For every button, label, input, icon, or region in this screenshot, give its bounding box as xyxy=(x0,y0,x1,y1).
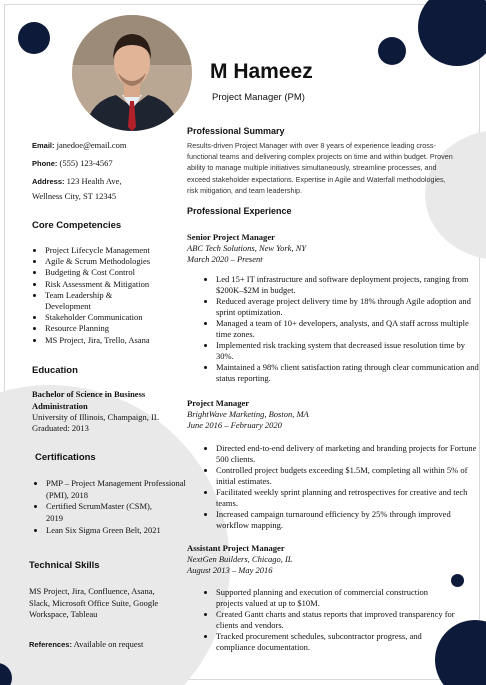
list-item: • Budgeting & Cost Control xyxy=(45,267,195,278)
list-item: • PMP – Project Management Professional (PMI), 2018 xyxy=(46,478,186,501)
list-item: • Lean Six Sigma Green Belt, 2021 xyxy=(46,525,166,537)
dot-bottom-right-small xyxy=(451,574,464,587)
professional-summary-heading: Professional Summary xyxy=(187,126,285,136)
address-line xyxy=(32,175,121,188)
address-line-2: Wellness City, ST 12345 xyxy=(32,191,117,201)
job-title: Project Manager xyxy=(187,398,250,408)
list-item: • Reduced average project delivery time by 18% through Agile adoption and sprint optimization. xyxy=(216,296,481,317)
phone-value: (555) 123-4567 xyxy=(59,158,113,168)
education-school: University of Illinois, Champaign, IL xyxy=(32,412,160,422)
profile-photo xyxy=(72,15,192,131)
list-item: • Directed end-to-end delivery of marketing and branding projects for Fortune 500 clients. xyxy=(216,443,481,464)
education-graduated: Graduated: 2013 xyxy=(32,423,89,433)
list-item xyxy=(45,290,155,312)
references-value: Available on request xyxy=(73,639,144,649)
list-item: • Project Lifecycle Management xyxy=(45,245,195,256)
email-line xyxy=(32,139,127,152)
list-item: • Maintained a 98% client satisfaction rating through clear communication and status reporting. xyxy=(216,362,481,383)
education-degree: Bachelor of Science in Business Administration xyxy=(32,389,146,411)
job-bullets xyxy=(199,587,456,653)
list-item: • Led 15+ IT infrastructure and software deployment projects, ranging from $200K–$2M in budget. xyxy=(216,274,481,295)
list-item: • Agile & Scrum Methodologies xyxy=(45,256,195,267)
job-bullets xyxy=(199,443,481,531)
job-company: ABC Tech Solutions, New York, NY xyxy=(187,243,307,253)
phone-label: Phone: xyxy=(32,159,58,168)
list-item: • MS Project, Jira, Trello, Asana xyxy=(45,335,195,346)
job-dates: August 2013 – May 2016 xyxy=(187,565,273,575)
list-item: • Risk Assessment & Mitigation xyxy=(45,279,195,290)
references-line xyxy=(29,638,143,651)
technical-skills-heading: Technical Skills xyxy=(29,560,100,571)
avatar-illustration xyxy=(72,15,192,131)
job-dates: March 2020 – Present xyxy=(187,254,263,264)
job-title: Senior Project Manager xyxy=(187,232,275,242)
list-item: • Stakeholder Communication xyxy=(45,312,195,323)
list-item: • Resource Planning xyxy=(45,323,195,334)
list-item: • Managed a team of 10+ developers, analysts, and QA staff across multiple time zones. xyxy=(216,318,481,339)
dot-top-right-small xyxy=(378,37,406,65)
technical-skills-text: MS Project, Jira, Confluence, Asana, Slack, Microsoft Office Suite, Google Workspace, Tableau xyxy=(29,586,159,619)
job-dates: June 2016 – February 2020 xyxy=(187,420,282,430)
candidate-title: Project Manager (PM) xyxy=(212,92,305,103)
list-item: • Created Gantt charts and status reports that improved transparency for clients and vendors. xyxy=(216,609,456,630)
list-item: • Implemented risk tracking system that decreased issue resolution time by 30%. xyxy=(216,340,481,361)
core-competencies-heading: Core Competencies xyxy=(32,220,122,231)
list-item: • Facilitated weekly sprint planning and retrospectives for creative and tech teams. xyxy=(216,487,481,508)
references-label: References: xyxy=(29,640,72,649)
list-item: • Certified ScrumMaster (CSM), 2019 xyxy=(46,501,166,524)
dot-top-left xyxy=(18,22,50,54)
list-item: • Tracked procurement schedules, subcontractor progress, and compliance documentation. xyxy=(216,631,456,652)
candidate-name: M Hameez xyxy=(210,60,313,83)
professional-summary-text: Results-driven Project Manager with over 8 years of experience leading cross-functional teams and delivering complex projects on time and within budget. Proven ability to manage multiple initiatives simultaneously, streamline processes, and exceed stakeholder expectations. Expertise in Agile and Waterfall methodologies, risk mitigation, and team leadership. xyxy=(187,141,453,195)
email-value: janedoe@email.com xyxy=(56,140,127,150)
phone-line xyxy=(32,157,113,170)
education-heading: Education xyxy=(32,365,78,376)
address-line-1: 123 Health Ave, xyxy=(66,176,122,186)
certifications-heading: Certifications xyxy=(35,452,96,463)
core-competencies-list xyxy=(28,245,195,346)
professional-experience-heading: Professional Experience xyxy=(187,206,292,216)
list-item-text: Team Leadership & Development xyxy=(45,289,113,312)
list-item: • Supported planning and execution of commercial construction projects valued at up to $10M. xyxy=(216,587,456,608)
job-title: Assistant Project Manager xyxy=(187,543,285,553)
job-company: NextGen Builders, Chicago, IL xyxy=(187,554,293,564)
email-label: Email: xyxy=(32,141,55,150)
list-item: • Increased campaign turnaround efficiency by 25% through improved workflow mapping. xyxy=(216,509,481,530)
job-company: BrightWave Marketing, Boston, MA xyxy=(187,409,309,419)
list-item: • Controlled project budgets exceeding $1.5M, completing all within 5% of initial estimates. xyxy=(216,465,481,486)
certifications-list xyxy=(29,478,186,537)
address-label: Address: xyxy=(32,177,65,186)
job-bullets xyxy=(199,274,481,384)
